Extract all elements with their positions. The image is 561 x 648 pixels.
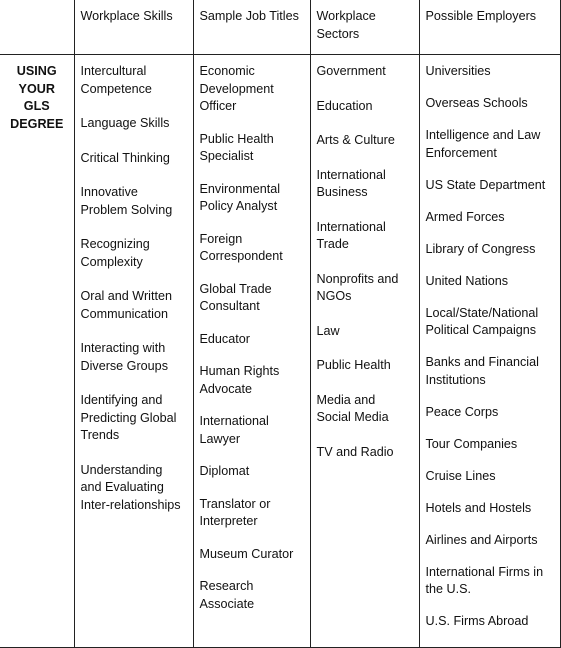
skill-item: Critical Thinking xyxy=(80,150,170,165)
job-titles-cell xyxy=(193,55,310,648)
skill-item: Intercultural Competence xyxy=(80,64,152,96)
employer-item: Banks and Financial Institutions xyxy=(425,355,539,387)
workplace-sectors-cell xyxy=(310,55,419,648)
sector-item: Education xyxy=(316,98,373,113)
skill-item: Language Skills xyxy=(80,116,170,130)
skill-item: Understanding and Evaluating Inter-relationships xyxy=(80,462,181,512)
employer-item: Hotels and Hostels xyxy=(425,500,532,515)
workplace-skills-cell xyxy=(74,55,193,648)
employer-item: Airlines and Airports xyxy=(425,532,538,547)
employer-item: Universities xyxy=(425,64,491,78)
employer-item: Armed Forces xyxy=(425,209,505,224)
sector-item: Law xyxy=(316,323,340,338)
header-sample-job-titles: Sample Job Titles xyxy=(193,0,310,55)
row-label-cell xyxy=(0,55,74,648)
employer-item: Tour Companies xyxy=(425,436,518,451)
employer-item: Cruise Lines xyxy=(425,468,496,483)
header-row xyxy=(0,0,560,55)
header-workplace-skills: Workplace Skills xyxy=(74,0,193,55)
skill-item: Innovative Problem Solving xyxy=(80,185,173,217)
workplace-skills-list xyxy=(75,55,193,514)
job-title-item: Translator or Interpreter xyxy=(199,496,271,528)
employer-item: International Firms in the U.S. xyxy=(425,564,544,596)
job-title-item: Research Associate xyxy=(199,579,255,611)
possible-employers-cell xyxy=(419,55,560,648)
job-title-item: Public Health Specialist xyxy=(199,131,274,163)
sector-item: Public Health xyxy=(316,358,391,372)
employer-item: US State Department xyxy=(425,177,546,192)
employer-item: Library of Congress xyxy=(425,241,536,256)
employer-item: Overseas Schools xyxy=(425,96,528,110)
header-possible-employers: Possible Employers xyxy=(419,0,560,55)
sector-item: Arts & Culture xyxy=(316,133,395,147)
sector-item: International Business xyxy=(316,167,386,199)
row-label: USING YOUR GLS DEGREE xyxy=(10,64,64,131)
job-title-item: Environmental Policy Analyst xyxy=(199,181,281,213)
skill-item: Identifying and Predicting Global Trends xyxy=(80,393,177,442)
job-title-item: Diplomat xyxy=(199,464,250,478)
skill-item: Recognizing Complexity xyxy=(80,237,150,269)
job-title-item: Foreign Correspondent xyxy=(199,231,283,263)
job-title-item: Museum Curator xyxy=(199,546,294,561)
employer-item: Peace Corps xyxy=(425,404,499,419)
skill-item: Oral and Written Communication xyxy=(80,289,172,321)
sector-item: Government xyxy=(316,64,386,78)
sector-item: TV and Radio xyxy=(316,444,394,459)
header-workplace-sectors: Workplace Sectors xyxy=(310,0,419,55)
employer-item: Intelligence and Law Enforcement xyxy=(425,128,541,160)
employer-item: United Nations xyxy=(425,273,509,288)
employer-item: Local/State/National Political Campaigns xyxy=(425,305,539,337)
job-title-item: Global Trade Consultant xyxy=(199,281,272,313)
job-title-item: International Lawyer xyxy=(199,414,269,446)
sector-item: Media and Social Media xyxy=(316,392,389,424)
employer-item: U.S. Firms Abroad xyxy=(425,614,529,628)
possible-employers-list xyxy=(420,55,560,631)
job-title-item: Human Rights Advocate xyxy=(199,364,280,396)
sector-item: Nonprofits and NGOs xyxy=(316,271,399,303)
skill-item: Interacting with Diverse Groups xyxy=(80,341,168,373)
workplace-sectors-list xyxy=(311,55,419,461)
job-title-item: Economic Development Officer xyxy=(199,64,274,113)
sector-item: International Trade xyxy=(316,219,386,251)
job-titles-list xyxy=(194,55,310,613)
body-row xyxy=(0,55,560,648)
header-empty-cell xyxy=(0,0,74,55)
job-title-item: Educator xyxy=(199,331,250,346)
